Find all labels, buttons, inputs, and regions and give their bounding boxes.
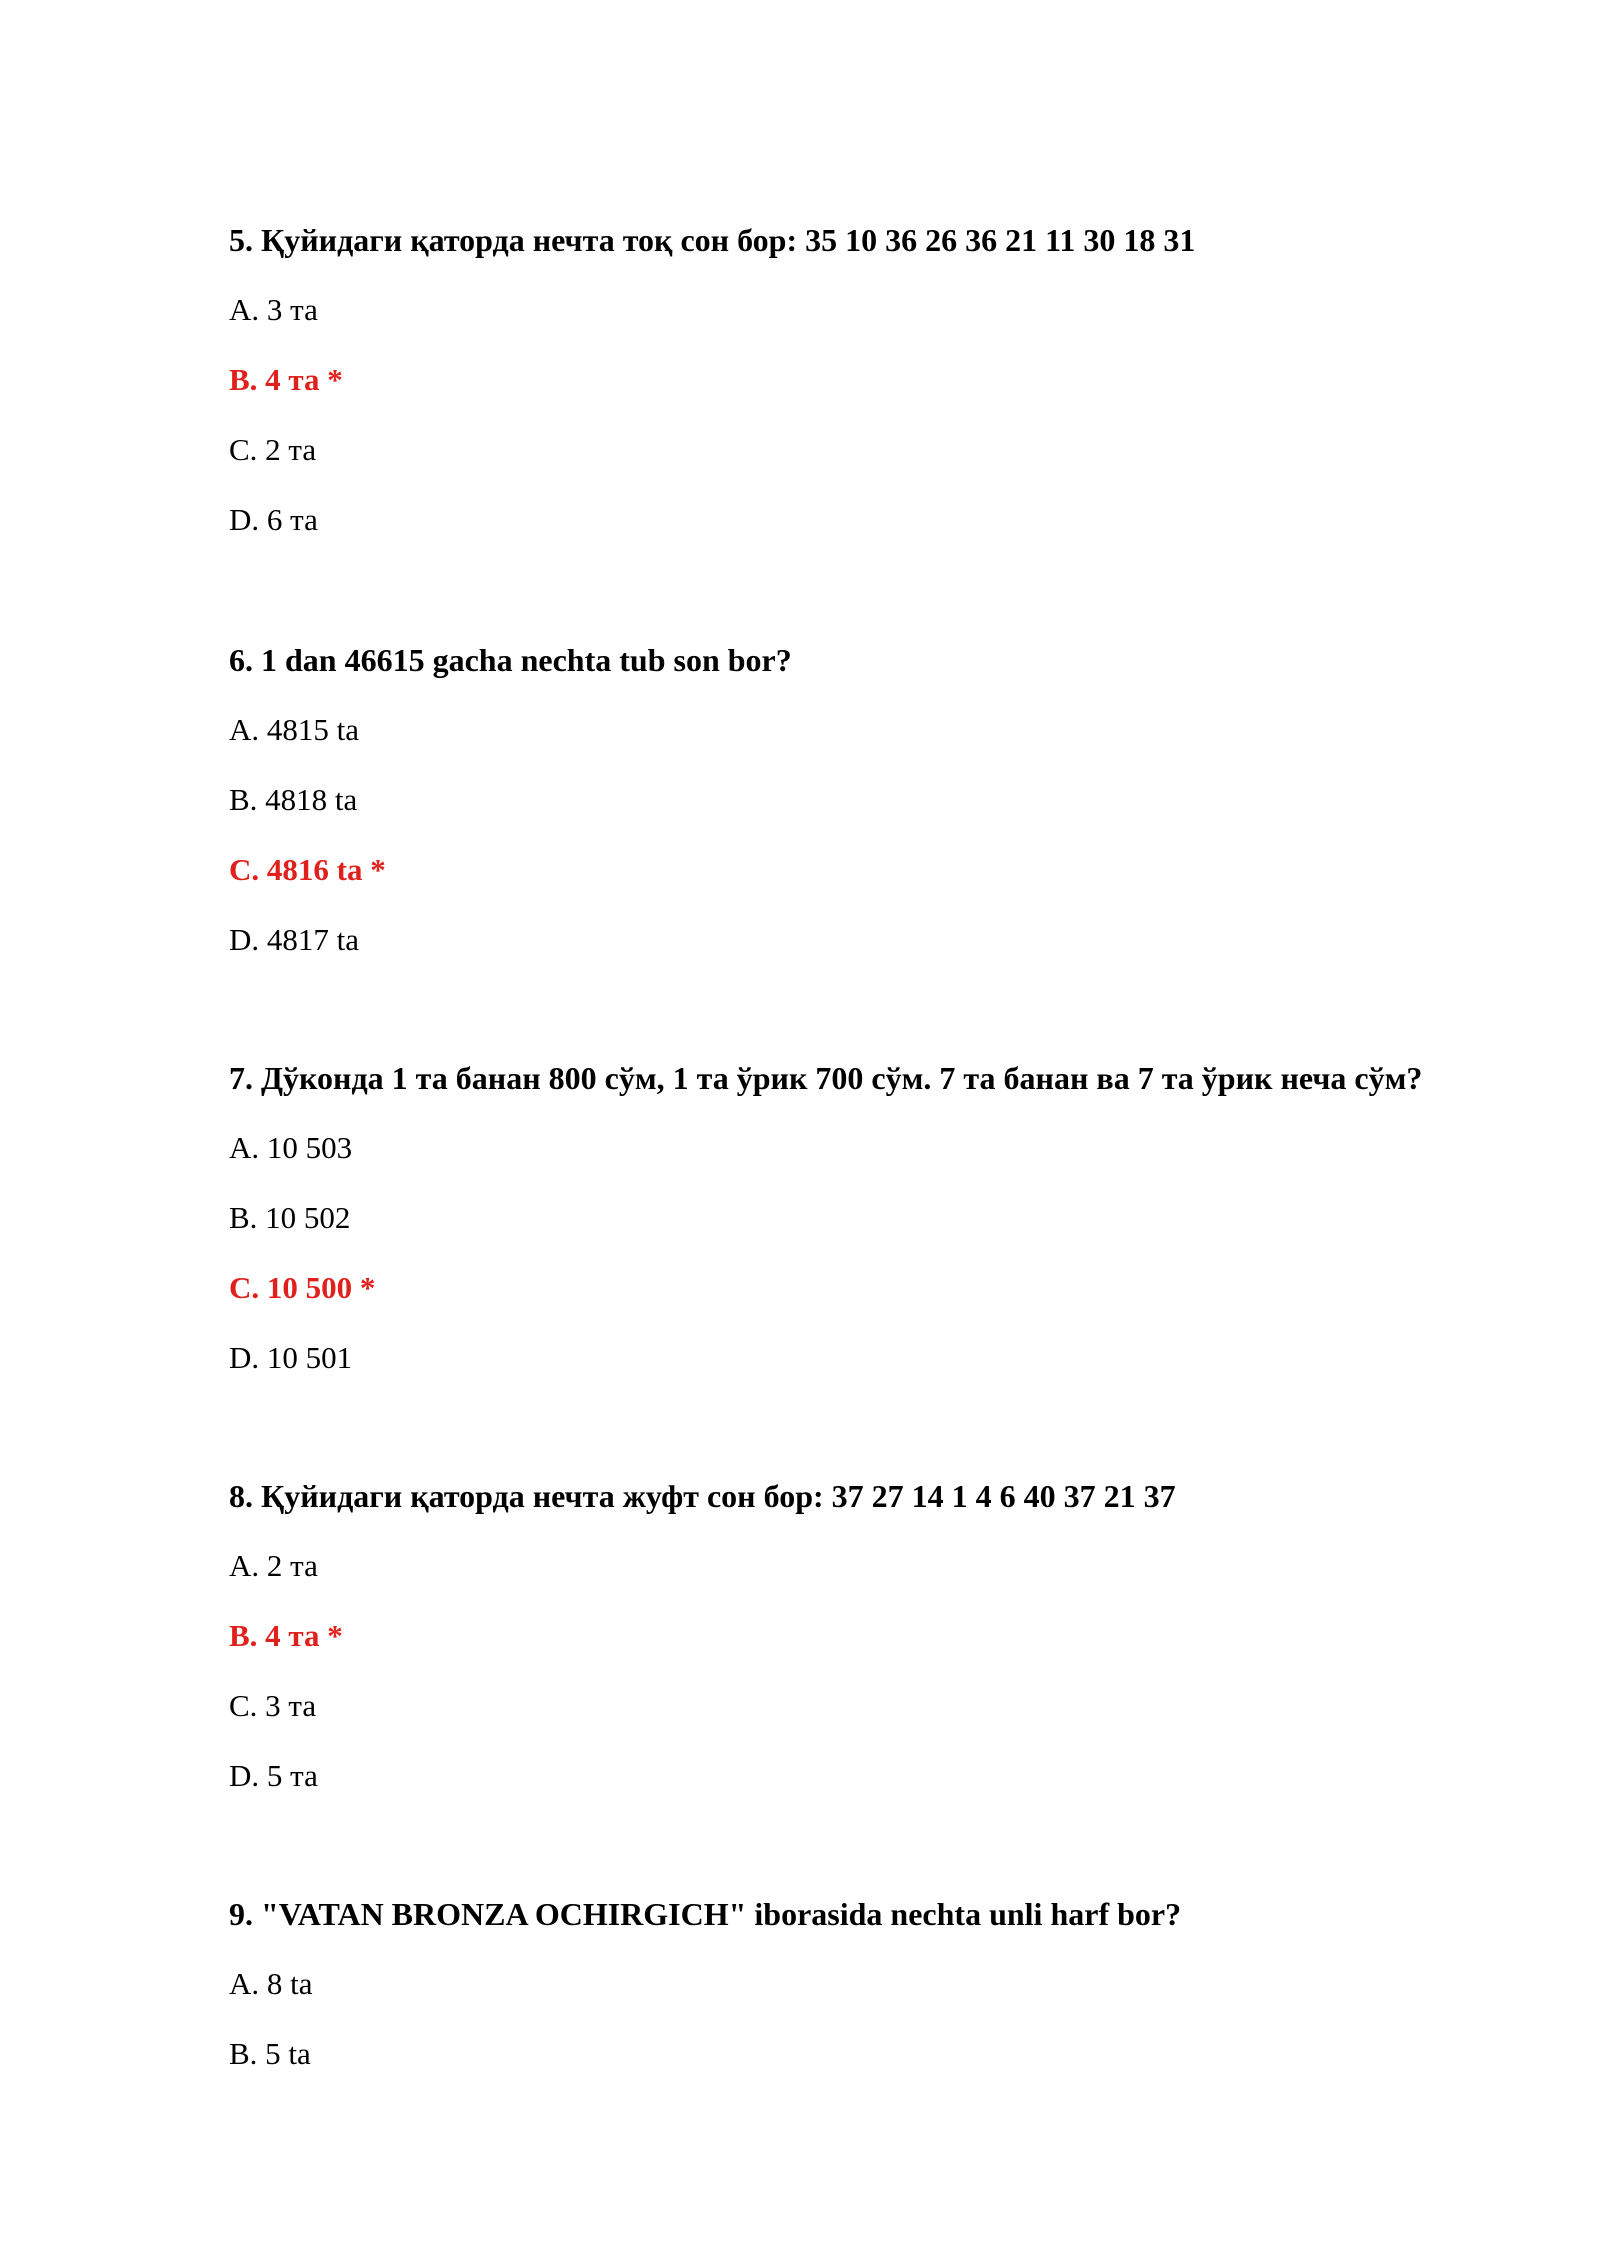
option-c-correct: C. 4816 ta * xyxy=(229,852,386,887)
option-d: D. 6 та xyxy=(229,502,318,537)
question-title: 5. Қуйидаги қаторда нечта тоқ сон бор: 35 10 36 26 36 21 11 30 18 31 xyxy=(229,222,1196,258)
question-9 xyxy=(229,1894,1529,2074)
option-b: B. 10 502 xyxy=(229,1200,351,1235)
option-c: C. 3 та xyxy=(229,1688,317,1723)
option-b: B. 5 ta xyxy=(229,2036,311,2071)
option-a: A. 2 та xyxy=(229,1548,318,1583)
question-title: 9. "VATAN BRONZA OCHIRGICH" iborasida nechta unli harf bor? xyxy=(229,1896,1182,1932)
option-a: A. 10 503 xyxy=(229,1130,353,1165)
option-d: D. 5 та xyxy=(229,1758,318,1793)
question-title: 7. Дўконда 1 та банан 800 сўм, 1 та ўрик 700 сўм. 7 та банан ва 7 та ўрик неча сўм? xyxy=(229,1060,1423,1096)
question-title: 8. Қуйидаги қаторда нечта жуфт сон бор: 37 27 14 1 4 6 40 37 21 37 xyxy=(229,1478,1176,1514)
question-7 xyxy=(229,1058,1529,1378)
option-b-correct: B. 4 та * xyxy=(229,1618,343,1653)
option-a: A. 3 та xyxy=(229,292,318,327)
option-a: A. 8 ta xyxy=(229,1966,313,2001)
question-title: 6. 1 dan 46615 gacha nechta tub son bor? xyxy=(229,642,792,678)
option-c-correct: C. 10 500 * xyxy=(229,1270,376,1305)
option-d: D. 4817 ta xyxy=(229,922,360,957)
option-d: D. 10 501 xyxy=(229,1340,353,1375)
option-c: C. 2 та xyxy=(229,432,317,467)
question-8 xyxy=(229,1476,1529,1796)
question-5 xyxy=(229,220,1529,540)
option-b: B. 4818 ta xyxy=(229,782,358,817)
option-a: A. 4815 ta xyxy=(229,712,360,747)
question-6 xyxy=(229,640,1529,960)
option-b-correct: B. 4 та * xyxy=(229,362,343,397)
